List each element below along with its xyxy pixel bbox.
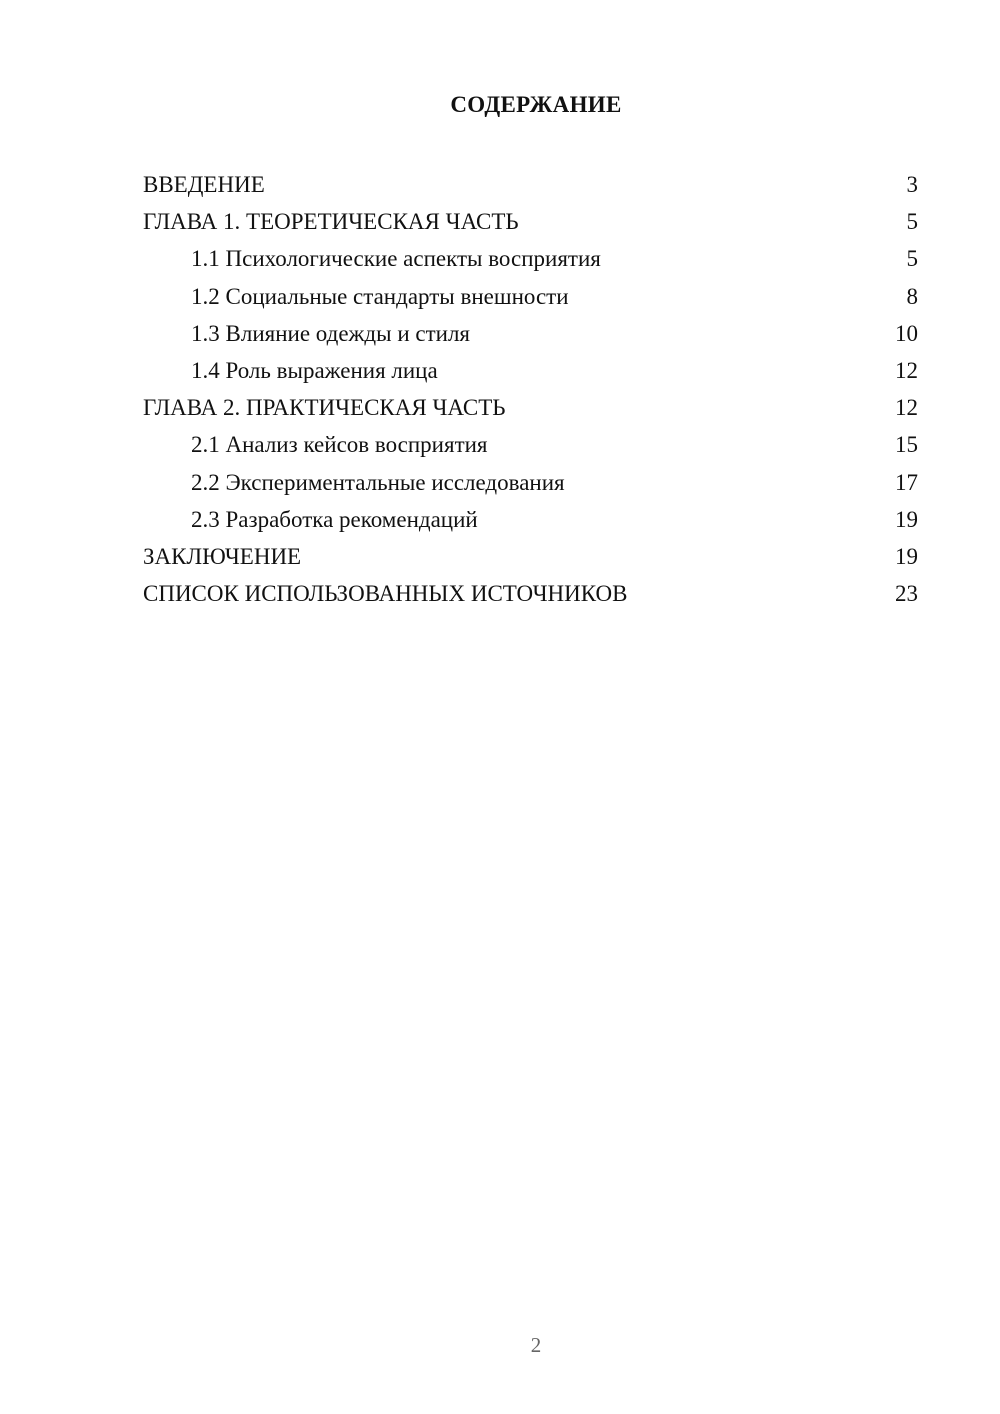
page-number: 2 xyxy=(530,1333,542,1357)
toc-entry-label: 2.2 Экспериментальные исследования xyxy=(191,469,565,495)
toc-entry-label: 2.3 Разработка рекомендаций xyxy=(191,506,478,532)
toc-entry-page: 23 xyxy=(895,581,918,607)
toc-entry-section-1-2[interactable] xyxy=(143,278,918,315)
toc-entry-section-2-3[interactable] xyxy=(143,501,918,538)
toc-entry-page: 12 xyxy=(895,395,918,421)
toc-entry-section-2-2[interactable] xyxy=(143,464,918,501)
toc-entry-label: 1.2 Социальные стандарты внешности xyxy=(191,283,569,309)
toc-entry-label: 1.1 Психологические аспекты восприятия xyxy=(191,246,601,272)
toc-entry-page: 3 xyxy=(906,172,918,197)
toc-entry-page: 17 xyxy=(895,469,918,495)
toc-entry-page: 5 xyxy=(906,246,918,272)
toc-title: СОДЕРЖАНИЕ xyxy=(450,92,622,117)
toc-entry-section-1-1[interactable] xyxy=(143,240,918,277)
toc-entry-label: ВВЕДЕНИЕ xyxy=(143,172,265,197)
toc-entry-page: 8 xyxy=(906,283,918,309)
toc-entry-label: ГЛАВА 2. ПРАКТИЧЕСКАЯ ЧАСТЬ xyxy=(143,395,506,421)
toc-entry-page: 19 xyxy=(895,506,918,532)
toc-entry-label: 2.1 Анализ кейсов восприятия xyxy=(191,432,488,458)
table-of-contents xyxy=(143,166,918,612)
toc-entry-page: 15 xyxy=(895,432,918,458)
toc-entry-page: 19 xyxy=(895,543,918,569)
toc-entry-introduction[interactable] xyxy=(143,166,918,203)
toc-entry-section-2-1[interactable] xyxy=(143,426,918,463)
toc-entry-section-1-4[interactable] xyxy=(143,352,918,389)
toc-entry-references[interactable] xyxy=(143,575,918,612)
toc-entry-page: 10 xyxy=(895,320,918,346)
toc-entry-chapter-1[interactable] xyxy=(143,203,918,240)
toc-entry-label: 1.3 Влияние одежды и стиля xyxy=(191,320,471,346)
toc-entry-page: 12 xyxy=(895,357,918,383)
toc-entry-label: СПИСОК ИСПОЛЬЗОВАННЫХ ИСТОЧНИКОВ xyxy=(143,581,628,607)
toc-entry-chapter-2[interactable] xyxy=(143,389,918,426)
toc-entry-conclusion[interactable] xyxy=(143,538,918,575)
toc-entry-section-1-3[interactable] xyxy=(143,315,918,352)
toc-entry-label: ГЛАВА 1. ТЕОРЕТИЧЕСКАЯ ЧАСТЬ xyxy=(143,209,519,235)
toc-entry-label: 1.4 Роль выражения лица xyxy=(191,357,438,383)
toc-entry-label: ЗАКЛЮЧЕНИЕ xyxy=(143,543,302,569)
toc-entry-page: 5 xyxy=(906,209,918,235)
